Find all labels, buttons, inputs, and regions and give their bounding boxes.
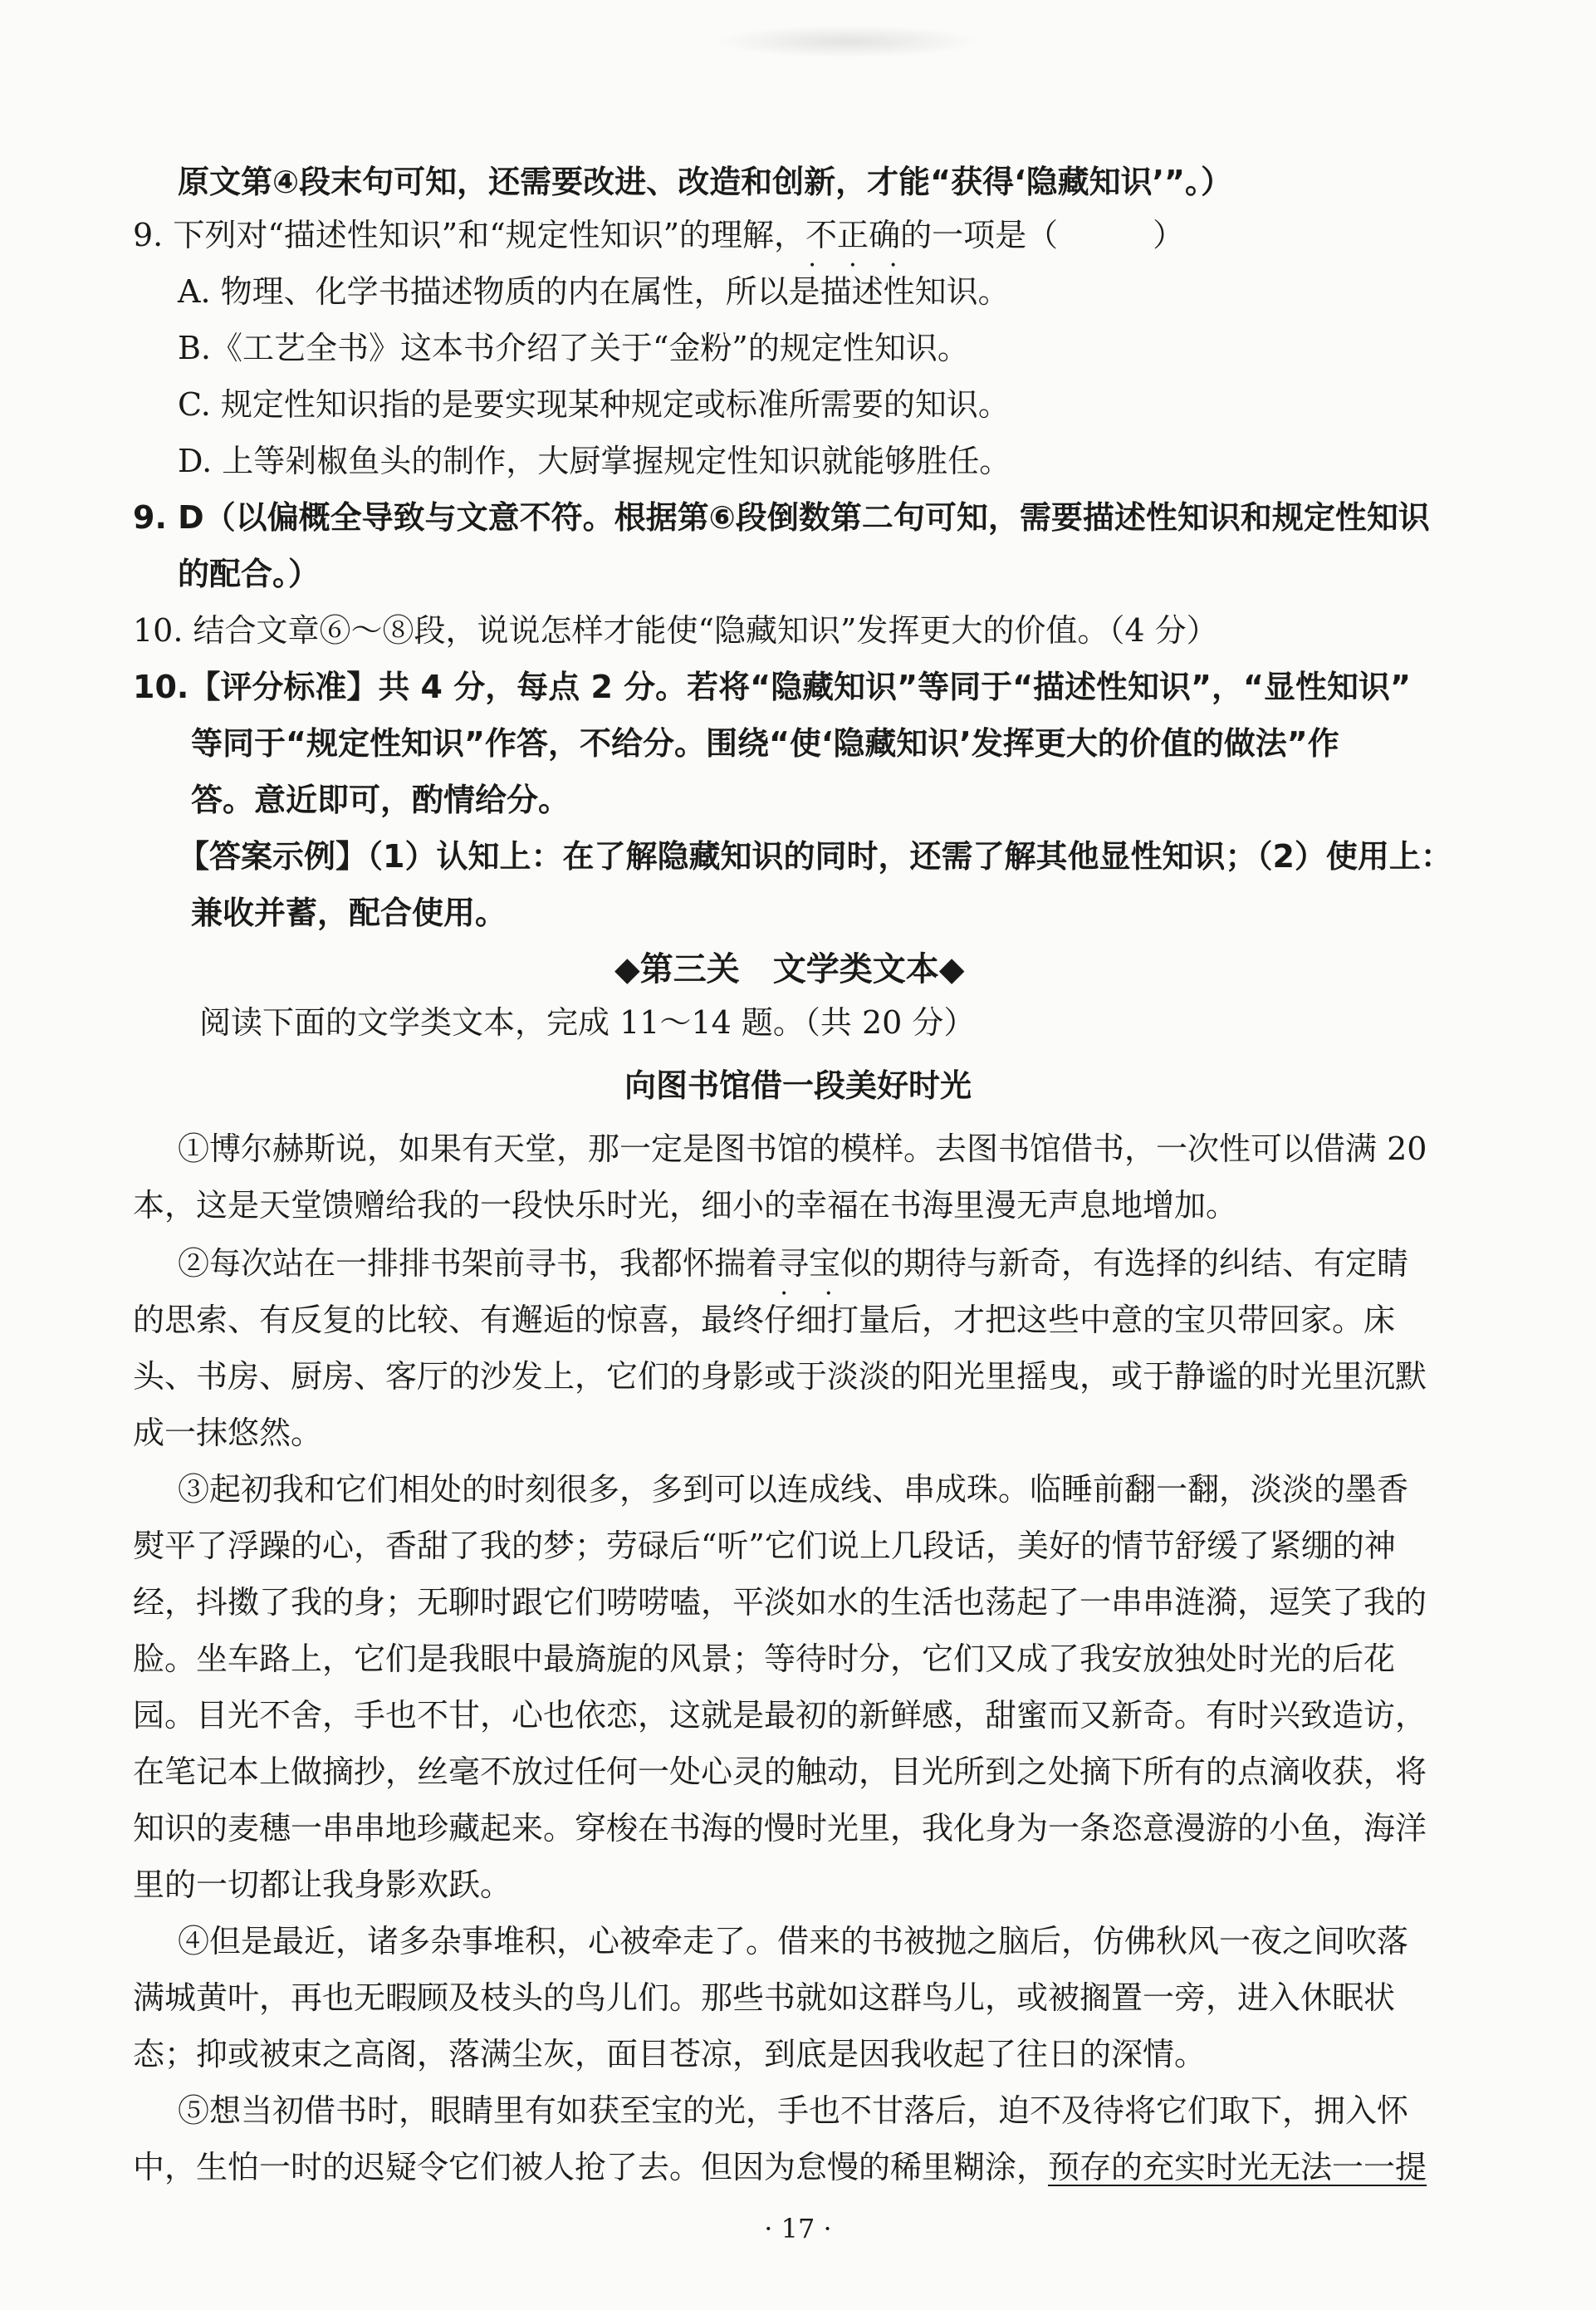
question-9: 9. 下列对“描述性知识”和“规定性知识”的理解，不正确 • • •的一项是（ ） xyxy=(133,216,1184,254)
reading-instruction: 阅读下面的文学类文本，完成 11～14 题。（共 20 分） xyxy=(199,1004,976,1041)
paragraph-2-line-4: 成一抹悠然。 xyxy=(133,1415,323,1451)
answer-8-continuation: 原文第④段末句可知，还需要改进、改造和创新，才能“获得‘隐藏知识’”。） xyxy=(178,164,1232,200)
answer-10-line-1: 10.【评分标准】共 4 分，每点 2 分。若将“隐藏知识”等同于“描述性知识”，“显性知识” xyxy=(133,669,1411,705)
answer-9-line-1: 9. D（以偏概全导致与文意不符。根据第⑥段倒数第二句可知，需要描述性知识和规定性知识 xyxy=(133,499,1430,536)
paragraph-3-line-4: 脸。坐车路上，它们是我眼中最旖旎的风景；等待时分，它们又成了我安放独处时光的后花 xyxy=(133,1641,1396,1677)
paragraph-4-line-1: ④但是最近，诸多杂事堆积，心被牵走了。借来的书被抛之脑后，仿佛秋风一夜之间吹落 xyxy=(178,1923,1409,1959)
question-9-option-b: B.《工艺全书》这本书介绍了关于“金粉”的规定性知识。 xyxy=(178,330,969,366)
answer-10-line-3: 答。意近即可，酌情给分。 xyxy=(191,782,570,818)
page-number: · 17 · xyxy=(764,2213,832,2244)
paragraph-3-line-1: ③起初我和它们相处的时刻很多，多到可以连成线、串成珠。临睡前翻一翻，淡淡的墨香 xyxy=(178,1471,1409,1508)
paragraph-2-line-2: 的思索、有反复的比较、有邂逅的惊喜，最终仔细打量后，才把这些中意的宝贝带回家。床 xyxy=(133,1302,1396,1338)
answer-9-line-2: 的配合。） xyxy=(178,556,321,592)
paragraph-2-line-3: 头、书房、厨房、客厅的沙发上，它们的身影或于淡淡的阳光里摇曳，或于静谧的时光里沉默 xyxy=(133,1358,1427,1395)
paragraph-3-line-3: 经，抖擞了我的身；无聊时跟它们唠唠嗑，平淡如水的生活也荡起了一串串涟漪，逗笑了我的 xyxy=(133,1584,1427,1621)
paragraph-3-line-8: 里的一切都让我身影欢跃。 xyxy=(133,1866,512,1903)
answer-10-line-2: 等同于“规定性知识”作答，不给分。围绕“使‘隐藏知识’发挥更大的价值的做法”作 xyxy=(191,725,1339,762)
paragraph-1-line-2: 本，这是天堂馈赠给我的一段快乐时光，细小的幸福在书海里漫无声息地增加。 xyxy=(133,1187,1238,1224)
paragraph-5-line-1: ⑤想当初借书时，眼睛里有如获至宝的光，手也不甘落后，迫不及待将它们取下，拥入怀 xyxy=(178,2092,1409,2129)
paragraph-3-line-6: 在笔记本上做摘抄，丝毫不放过任何一处心灵的触动，目光所到之处摘下所有的点滴收获，将 xyxy=(133,1753,1427,1790)
question-9-option-a: A. 物理、化学书描述物质的内在属性，所以是描述性知识。 xyxy=(178,273,1010,310)
paragraph-3-line-2: 熨平了浮躁的心，香甜了我的梦；劳碌后“听”它们说上几段话，美好的情节舒缓了紧绷的神 xyxy=(133,1528,1396,1564)
question-10: 10. 结合文章⑥～⑧段，说说怎样才能使“隐藏知识”发挥更大的价值。（4 分） xyxy=(133,612,1218,649)
paragraph-1-line-1: ①博尔赫斯说，如果有天堂，那一定是图书馆的模样。去图书馆借书，一次性可以借满 20 xyxy=(178,1130,1427,1167)
underlined-sentence: 预存的充实时光无法一一提 xyxy=(1048,2149,1427,2185)
question-9-option-d: D. 上等剁椒鱼头的制作，大厨掌握规定性知识就能够胜任。 xyxy=(178,443,1011,479)
paragraph-3-line-5: 园。目光不舍，手也不甘，心也依恋，这就是最初的新鲜感，甜蜜而又新奇。有时兴致造访， xyxy=(133,1697,1427,1734)
question-9-option-c: C. 规定性知识指的是要实现某种规定或标准所需要的知识。 xyxy=(178,386,1010,423)
paragraph-3-line-7: 知识的麦穗一串串地珍藏起来。穿梭在书海的慢时光里，我化身为一条恣意漫游的小鱼，海洋 xyxy=(133,1810,1427,1847)
answer-10-example-1: 【答案示例】（1）认知上：在了解隐藏知识的同时，还需了解其他显性知识；（2）使用上： xyxy=(178,838,1452,875)
paragraph-4-line-3: 态；抑或被束之高阁，落满尘灰，面目苍凉，到底是因我收起了往日的深情。 xyxy=(133,2036,1207,2072)
scan-smudge xyxy=(714,25,980,58)
section-heading: ◆第三关 文学类文本◆ xyxy=(614,950,965,988)
answer-10-example-2: 兼收并蓄，配合使用。 xyxy=(191,895,507,931)
paragraph-2-line-1: ②每次站在一排排书架前寻书，我都怀揣着寻宝 • •似的期待与新奇，有选择的纠结、有定睛 xyxy=(178,1244,1408,1283)
paragraph-4-line-2: 满城黄叶，再也无暇顾及枝头的鸟儿们。那些书就如这群鸟儿，或被搁置一旁，进入休眠状 xyxy=(133,1979,1396,2016)
paragraph-5-line-2 xyxy=(133,2148,1427,2186)
article-title: 向图书馆借一段美好时光 xyxy=(624,1067,972,1104)
paragraph-5-line-2-plain: 中，生怕一时的迟疑令它们被人抢了去。但因为怠慢的稀里糊涂， xyxy=(133,2149,1049,2185)
